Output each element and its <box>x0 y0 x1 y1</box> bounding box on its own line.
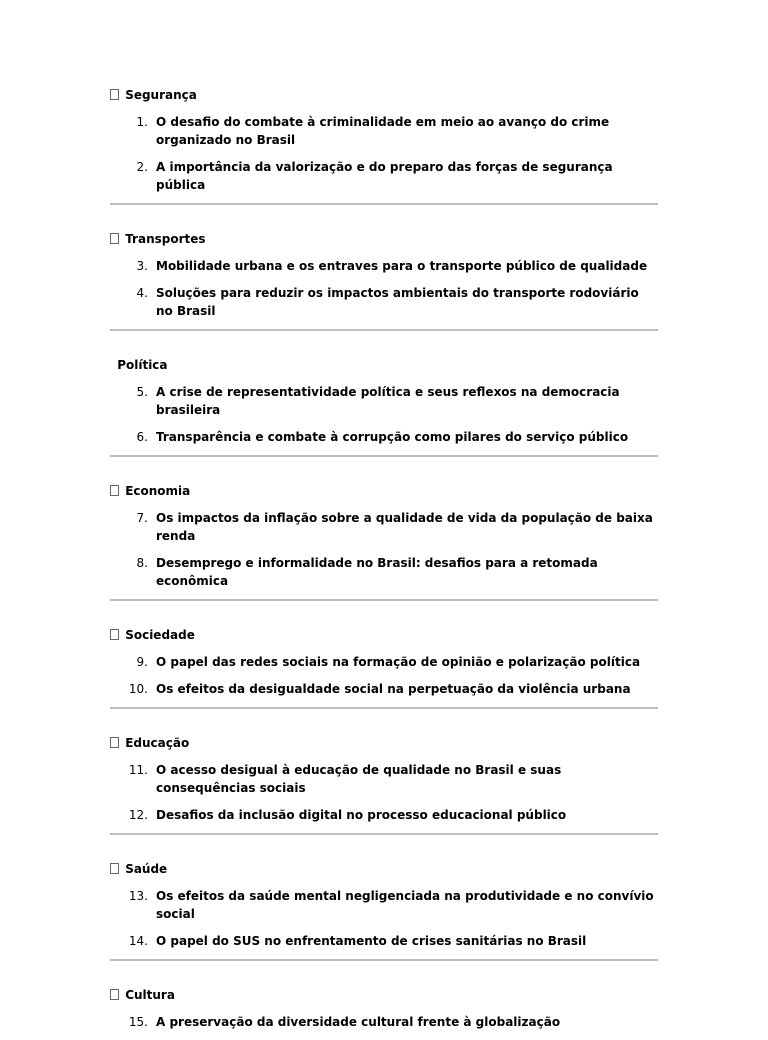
topic-number: 15. <box>128 1015 148 1029</box>
topic-number: 9. <box>136 655 148 669</box>
section-heading-label: Sociedade <box>125 628 195 642</box>
topic-number: 2. <box>136 160 148 174</box>
topic-list <box>110 761 658 824</box>
section-politica <box>110 356 658 457</box>
topic-text: O desafio do combate à criminalidade em meio ao avanço do crime organizado no Brasil <box>156 115 610 147</box>
document-page <box>110 86 658 1040</box>
section-heading-label: Segurança <box>125 88 197 102</box>
blank-glyph-icon <box>110 359 113 370</box>
list-item <box>110 383 658 419</box>
topic-text: Os impactos da inflação sobre a qualidade de vida da população de baixa renda <box>156 511 653 543</box>
topic-list <box>110 653 658 698</box>
topic-number: 3. <box>136 259 148 273</box>
section-economia <box>110 482 658 601</box>
list-item <box>110 887 658 923</box>
list-item <box>110 257 658 275</box>
topic-number: 1. <box>136 115 148 129</box>
placeholder-glyph-icon <box>110 989 119 1000</box>
topic-number: 4. <box>136 286 148 300</box>
topic-list <box>110 113 658 194</box>
section-heading-label: Cultura <box>125 988 175 1002</box>
placeholder-glyph-icon <box>110 863 119 874</box>
topic-number: 5. <box>136 385 148 399</box>
section-heading <box>110 860 658 878</box>
topic-text: Transparência e combate à corrupção como pilares do serviço público <box>156 430 629 444</box>
topic-number: 10. <box>128 682 148 696</box>
topic-text: O papel das redes sociais na formação de opinião e polarização política <box>156 655 641 669</box>
list-item <box>110 806 658 824</box>
topic-number: 13. <box>128 889 148 903</box>
section-divider <box>110 329 658 331</box>
topic-list <box>110 257 658 320</box>
section-divider <box>110 707 658 709</box>
topic-text: O acesso desigual à educação de qualidade no Brasil e suas consequências sociais <box>156 763 562 795</box>
list-item <box>110 113 658 149</box>
section-heading <box>110 356 658 374</box>
topic-text: Soluções para reduzir os impactos ambientais do transporte rodoviário no Brasil <box>156 286 639 318</box>
list-item <box>110 932 658 950</box>
section-divider <box>110 203 658 205</box>
list-item <box>110 284 658 320</box>
list-item <box>110 761 658 797</box>
topic-list <box>110 887 658 950</box>
topic-list <box>110 1013 658 1031</box>
topic-text: A importância da valorização e do preparo das forças de segurança pública <box>156 160 613 192</box>
section-heading-label: Educação <box>125 736 190 750</box>
section-heading <box>110 626 658 644</box>
section-heading <box>110 734 658 752</box>
section-educacao <box>110 734 658 835</box>
section-heading-label: Transportes <box>125 232 206 246</box>
section-seguranca <box>110 86 658 205</box>
section-heading-label: Saúde <box>125 862 168 876</box>
topic-list <box>110 383 658 446</box>
section-divider <box>110 959 658 961</box>
section-heading-label: Política <box>117 358 168 372</box>
section-heading <box>110 482 658 500</box>
section-cultura <box>110 986 658 1031</box>
topic-text: Desemprego e informalidade no Brasil: desafios para a retomada econômica <box>156 556 598 588</box>
placeholder-glyph-icon <box>110 485 119 496</box>
placeholder-glyph-icon <box>110 89 119 100</box>
topic-text: Os efeitos da desigualdade social na perpetuação da violência urbana <box>156 682 631 696</box>
section-heading <box>110 986 658 1004</box>
section-sociedade <box>110 626 658 709</box>
list-item <box>110 554 658 590</box>
section-divider <box>110 599 658 601</box>
topic-list <box>110 509 658 590</box>
topic-number: 14. <box>128 934 148 948</box>
topic-number: 8. <box>136 556 148 570</box>
section-heading-label: Economia <box>125 484 191 498</box>
list-item <box>110 653 658 671</box>
topic-text: O papel do SUS no enfrentamento de crises sanitárias no Brasil <box>156 934 587 948</box>
topic-number: 7. <box>136 511 148 525</box>
section-transportes <box>110 230 658 331</box>
placeholder-glyph-icon <box>110 629 119 640</box>
topic-text: Mobilidade urbana e os entraves para o transporte público de qualidade <box>156 259 648 273</box>
section-heading <box>110 230 658 248</box>
topic-text: Os efeitos da saúde mental negligenciada na produtividade e no convívio social <box>156 889 654 921</box>
topic-number: 11. <box>128 763 148 777</box>
placeholder-glyph-icon <box>110 233 119 244</box>
section-divider <box>110 455 658 457</box>
topic-number: 12. <box>128 808 148 822</box>
section-saude <box>110 860 658 961</box>
topic-text: A crise de representatividade política e seus reflexos na democracia brasileira <box>156 385 620 417</box>
list-item <box>110 428 658 446</box>
topic-text: Desafios da inclusão digital no processo educacional público <box>156 808 567 822</box>
list-item <box>110 680 658 698</box>
list-item <box>110 1013 658 1031</box>
placeholder-glyph-icon <box>110 737 119 748</box>
list-item <box>110 509 658 545</box>
topic-number: 6. <box>136 430 148 444</box>
section-divider <box>110 833 658 835</box>
list-item <box>110 158 658 194</box>
section-heading <box>110 86 658 104</box>
topic-text: A preservação da diversidade cultural frente à globalização <box>156 1015 561 1029</box>
